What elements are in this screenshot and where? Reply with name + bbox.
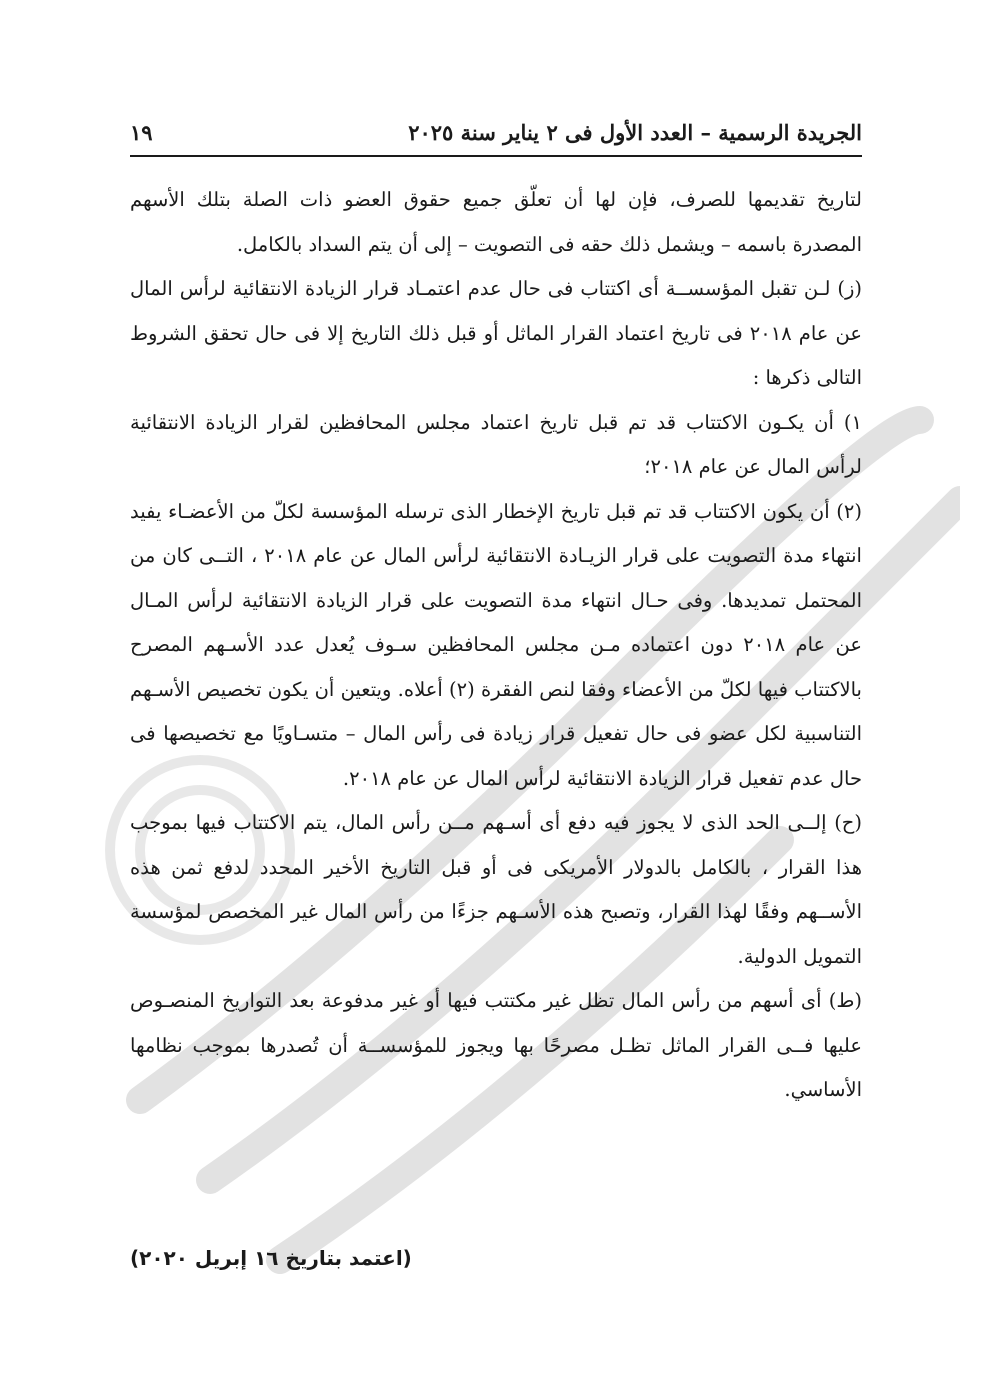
gazette-title: الجريدة الرسمية – العدد الأول فى ٢ يناير سنة ٢٠٢٥ (408, 119, 862, 145)
paragraph-condition-2: (٢) أن يكون الاكتتاب قد تم قبل تاريخ الإخطار الذى ترسله المؤسسة لكلّ من الأعضـاء يفيد انتهاء مدة التصويت على قرار الزيـادة الانتقائية لرأس المال عن عام ٢٠١٨ ، التــى كان من المحتمل تمديدها. وفى حـال انتهاء مدة التصويت على قرار الزيادة الانتقائية لرأس المـال عن عام ٢٠١٨ دون اعتماده مـن مجلس المحافظين سـوف يُعدل عدد الأسـهم المصرح بالاكتتاب فيها لكلّ من الأعضاء وفقا لنص الفقرة (٢) أعلاه. ويتعين أن يكون تخصيص الأسـهم التناسبية لكل عضو فى حال تفعيل قرار زيادة فى رأس المال – متسـاويًا مع تخصيصها فى حال عدم تفعيل قرار الزيادة الانتقائية لرأس المال عن عام ٢٠١٨. (130, 499, 862, 790)
paragraph-clause-t: (ط) أى أسهم من رأس المال تظل غير مكتتب فيها أو غير مدفوعة بعد التواريخ المنصـوص عليها فــى القرار الماثل تظـل مصرحًا بها ويجوز للمؤسســة أن تُصدرها بموجب نظامها الأساسي. (130, 989, 862, 1101)
paragraph-condition-1: ١) أن يكـون الاكتتاب قد تم قبل تاريخ اعتماد مجلس المحافظين لقرار الزيادة الانتقائية لرأس المال عن عام ٢٠١٨؛ (130, 410, 862, 478)
paragraph-clause-z: (ز) لـن تقبل المؤسســة أى اكتتاب فى حال عدم اعتمـاد قرار الزيادة الانتقائية لرأس المال عن عام ٢٠١٨ فى تاريخ اعتماد القرار الماثل أو قبل ذلك التاريخ إلا فى حال تحقق الشروط التالى ذكرها : (130, 277, 862, 389)
page-number: ١٩ (130, 119, 153, 145)
page-header (130, 112, 862, 152)
approval-date: (اعتمد بتاريخ ١٦ إبريل ٢٠٢٠) (130, 1246, 412, 1270)
header-rule (130, 155, 862, 157)
paragraph-continuation: لتاريخ تقديمها للصرف، فإن لها أن تعلّق جميع حقوق العضو ذات الصلة بتلك الأسهم المصدرة باسمه – ويشمل ذلك حقه فى التصويت – إلى أن يتم السداد بالكامل. (130, 188, 862, 256)
paragraph-clause-h: (ح) إلــى الحد الذى لا يجوز فيه دفع أى أسـهم مــن رأس المال، يتم الاكتتاب فيها بموجب هذا القرار ، بالكامل بالدولار الأمريكى فى أو قبل التاريخ الأخير المحدد لدفع ثمن هذه الأســهم وفقًا لهذا القرار، وتصبح هذه الأسـهم جزءًا من رأس المال غير المخصص لمؤسسة التمويل الدولية. (130, 811, 862, 968)
document-body (130, 178, 862, 1113)
